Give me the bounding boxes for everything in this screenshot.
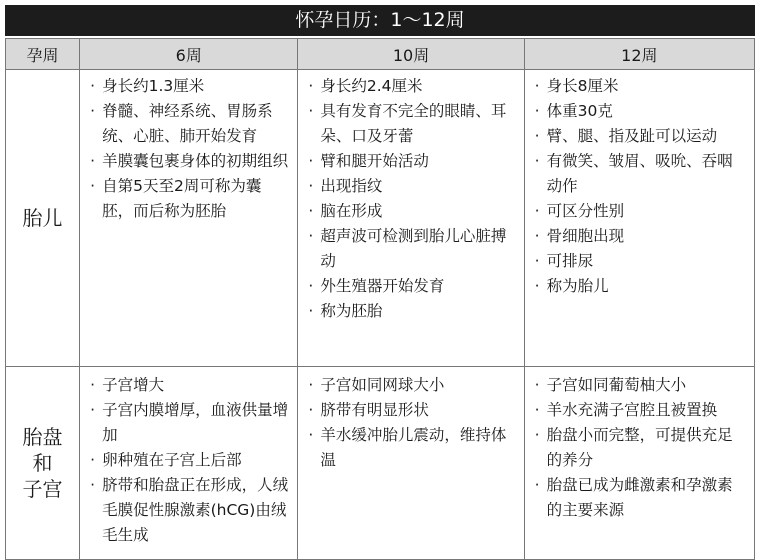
placenta-week-10-cell (298, 367, 524, 560)
header-week-6: 6周 (80, 39, 298, 70)
list-item: · 子宫增大 (88, 373, 289, 398)
list-item: · 骨细胞出现 (533, 224, 746, 249)
list-item: · 有微笑、皱眉、吸吮、吞咽动作 (533, 149, 746, 199)
list-item: · 外生殖器开始发育 (306, 274, 515, 299)
row-label-line: 胎盘 (22, 425, 63, 449)
fetus-week-10-cell (298, 70, 524, 367)
list-item: · 出现指纹 (306, 174, 515, 199)
header-week-10: 10周 (298, 39, 524, 70)
fetus-week-12-cell (524, 70, 754, 367)
row-label-placenta-uterus (6, 367, 80, 560)
header-row (6, 39, 755, 70)
row-label-line: 子宫 (22, 477, 63, 501)
list-item: · 身长8厘米 (533, 74, 746, 99)
placenta-uterus-row (6, 367, 755, 560)
placenta-week-12-cell (524, 367, 754, 560)
list-item: · 可排尿 (533, 249, 746, 274)
list-item: · 卵种殖在子宫上后部 (88, 448, 289, 473)
row-label-line: 和 (32, 451, 53, 475)
fetus-week-6-cell (80, 70, 298, 367)
list-item: · 超声波可检测到胎儿心脏搏动 (306, 224, 515, 274)
list-item: · 身长约2.4厘米 (306, 74, 515, 99)
list-item: · 子宫内膜增厚，血液供量增加 (88, 398, 289, 448)
list-item: · 羊膜囊包裹身体的初期组织 (88, 149, 289, 174)
fetus-week-12-list (525, 70, 754, 299)
row-label-fetus: 胎儿 (6, 70, 80, 367)
header-week-label: 孕周 (6, 39, 80, 70)
fetus-week-6-list (80, 70, 297, 224)
header-week-12: 12周 (524, 39, 754, 70)
placenta-week-6-list (80, 367, 297, 548)
list-item: · 子宫如同葡萄柚大小 (533, 373, 746, 398)
list-item: · 自第5天至2周可称为囊胚，而后称为胚胎 (88, 174, 289, 224)
list-item: · 子宫如同网球大小 (306, 373, 515, 398)
page-title: 怀孕日历：1～12周 (5, 5, 755, 36)
list-item: · 称为胎儿 (533, 274, 746, 299)
placenta-week-6-cell (80, 367, 298, 560)
list-item: · 体重30克 (533, 99, 746, 124)
list-item: · 脊髓、神经系统、胃肠系统、心脏、肺开始发育 (88, 99, 289, 149)
fetus-row (6, 70, 755, 367)
list-item: · 臂和腿开始活动 (306, 149, 515, 174)
list-item: · 胎盘小而完整，可提供充足的养分 (533, 423, 746, 473)
list-item: · 臂、腿、指及趾可以运动 (533, 124, 746, 149)
fetus-week-10-list (298, 70, 523, 324)
list-item: · 具有发育不完全的眼睛、耳朵、口及牙蕾 (306, 99, 515, 149)
list-item: · 称为胚胎 (306, 299, 515, 324)
placenta-week-10-list (298, 367, 523, 473)
list-item: · 可区分性别 (533, 199, 746, 224)
list-item: · 羊水充满子宫腔且被置换 (533, 398, 746, 423)
placenta-week-12-list (525, 367, 754, 523)
list-item: · 脐带和胎盘正在形成，人绒毛膜促性腺激素(hCG)由绒毛生成 (88, 473, 289, 548)
pregnancy-calendar-table (5, 38, 755, 560)
list-item: · 羊水缓冲胎儿震动，维持体温 (306, 423, 515, 473)
list-item: · 脑在形成 (306, 199, 515, 224)
list-item: · 脐带有明显形状 (306, 398, 515, 423)
list-item: · 胎盘已成为雌激素和孕激素的主要来源 (533, 473, 746, 523)
list-item: · 身长约1.3厘米 (88, 74, 289, 99)
